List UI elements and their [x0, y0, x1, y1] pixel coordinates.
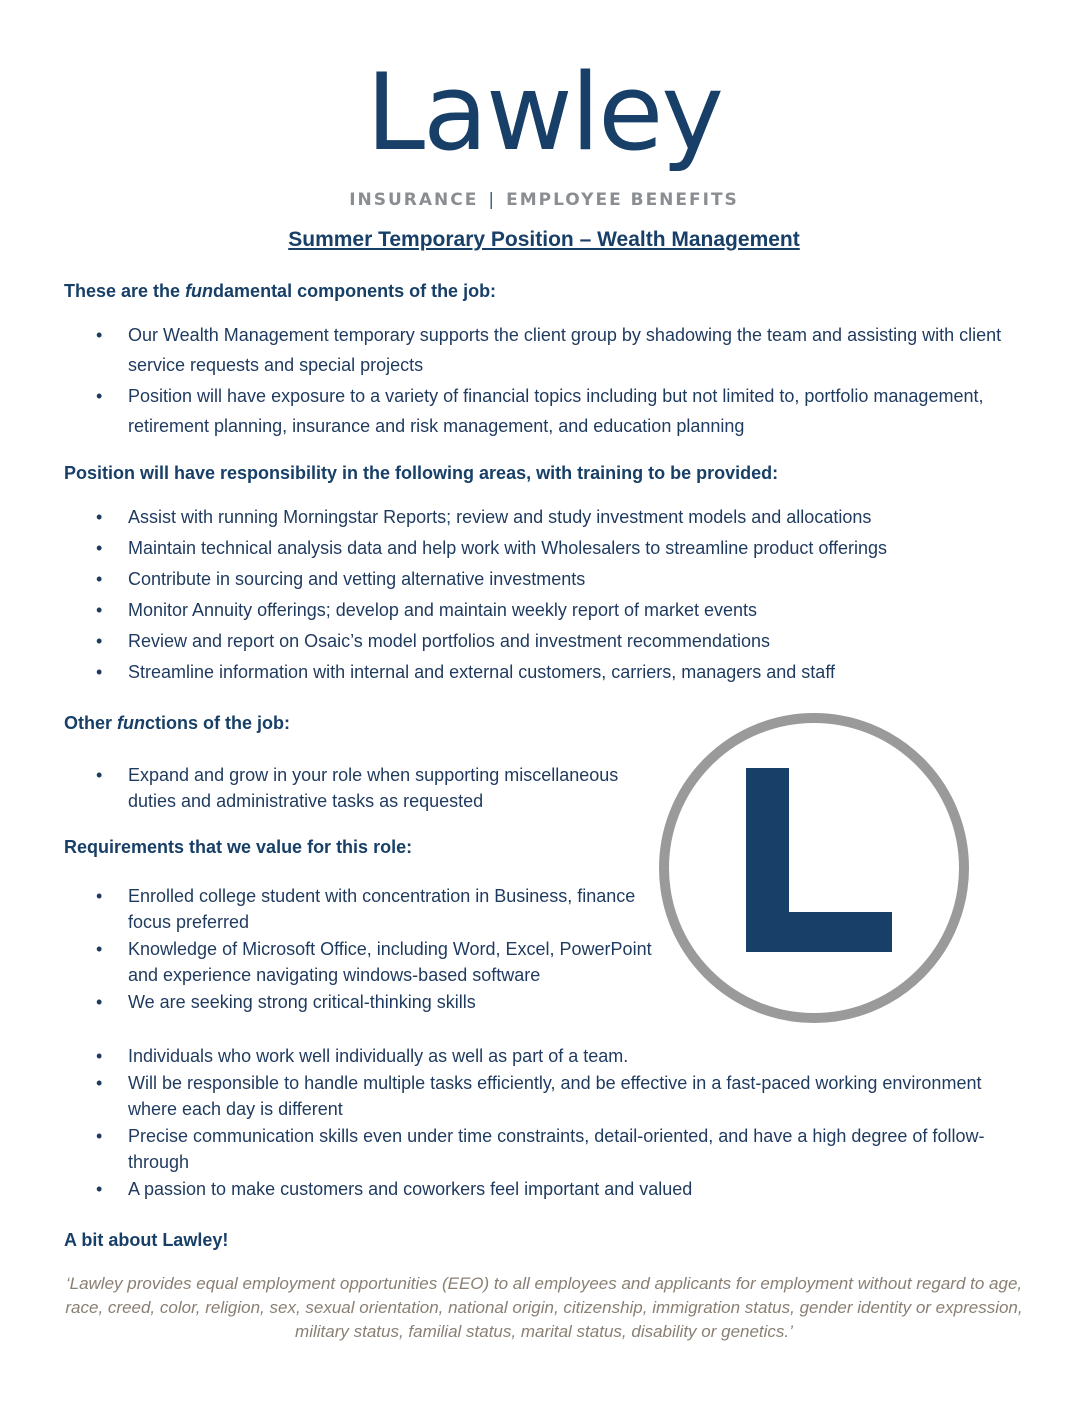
other-functions-heading	[64, 713, 290, 734]
logo-tagline	[0, 190, 1088, 210]
list-item: • Monitor Annuity offerings; develop and maintain weekly report of market events	[64, 595, 1024, 625]
responsibility-list	[64, 502, 1024, 688]
tagline-insurance: INSURANCE	[349, 190, 479, 210]
list-item: • Expand and grow in your role when supporting miscellaneous duties and administrative tasks as requested	[64, 762, 654, 814]
requirements-list-narrow	[64, 883, 654, 1016]
tagline-employee-benefits: EMPLOYEE BENEFITS	[506, 190, 739, 210]
requirements-heading: Requirements that we value for this role:	[64, 837, 413, 857]
responsibility-heading: Position will have responsibility in the following areas, with training to be provided:	[64, 463, 779, 483]
list-item: • Knowledge of Microsoft Office, including Word, Excel, PowerPoint and experience navigating windows-based software	[64, 936, 654, 988]
list-item: • Maintain technical analysis data and help work with Wholesalers to streamline product offerings	[64, 533, 1024, 563]
lawley-logo-wordmark: Lawley	[365, 51, 723, 174]
logo-letter-l	[746, 768, 892, 952]
list-item: • Streamline information with internal and external customers, carriers, managers and staff	[64, 657, 1024, 687]
list-item: • Position will have exposure to a variety of financial topics including but not limited to, portfolio management, retirement planning, insurance and risk management, and education planning	[64, 381, 1014, 441]
page-title: Summer Temporary Position – Wealth Management	[288, 228, 800, 251]
fundamental-heading	[64, 281, 496, 302]
heading-emphasis: fun	[117, 713, 145, 733]
list-item: • Precise communication skills even under time constraints, detail-oriented, and have a high degree of follow-through	[64, 1123, 1024, 1175]
list-item: • Our Wealth Management temporary supports the client group by shadowing the team and assisting with client service requests and special projects	[64, 320, 1014, 380]
tagline-separator: |	[488, 190, 497, 210]
other-functions-list	[64, 762, 654, 815]
list-item: • Enrolled college student with concentration in Business, finance focus preferred	[64, 883, 654, 935]
heading-part: These are the	[64, 281, 186, 301]
requirements-list-wide	[64, 1043, 1024, 1203]
lawley-circle-logo-icon	[656, 710, 972, 1026]
heading-part: damental components of the job:	[213, 281, 497, 301]
logo-ring	[664, 718, 964, 1018]
list-item: • Contribute in sourcing and vetting alternative investments	[64, 564, 1024, 594]
list-item: • Assist with running Morningstar Reports; review and study investment models and allocations	[64, 502, 1024, 532]
list-item: • Will be responsible to handle multiple tasks efficiently, and be effective in a fast-paced working environment where each day is different	[64, 1070, 1024, 1122]
eeo-statement: ‘Lawley provides equal employment opportunities (EEO) to all employees and applicants for employment without regard to age, race, creed, color, religion, sex, sexual orientation, national origin, citizenship, immigration status, gender identity or expression, military status, familial status, marital status, disability or genetics.’	[65, 1274, 1023, 1341]
about-heading: A bit about Lawley!	[64, 1230, 229, 1250]
heading-part: ctions of the job:	[145, 713, 290, 733]
fundamental-list	[64, 320, 1014, 442]
heading-emphasis: fun	[185, 281, 214, 301]
list-item: • Individuals who work well individually as well as part of a team.	[64, 1043, 1024, 1069]
list-item: • Review and report on Osaic’s model portfolios and investment recommendations	[64, 626, 1024, 656]
list-item: • We are seeking strong critical-thinking skills	[64, 989, 654, 1015]
heading-part: Other	[64, 713, 118, 733]
list-item: • A passion to make customers and coworkers feel important and valued	[64, 1176, 1024, 1202]
